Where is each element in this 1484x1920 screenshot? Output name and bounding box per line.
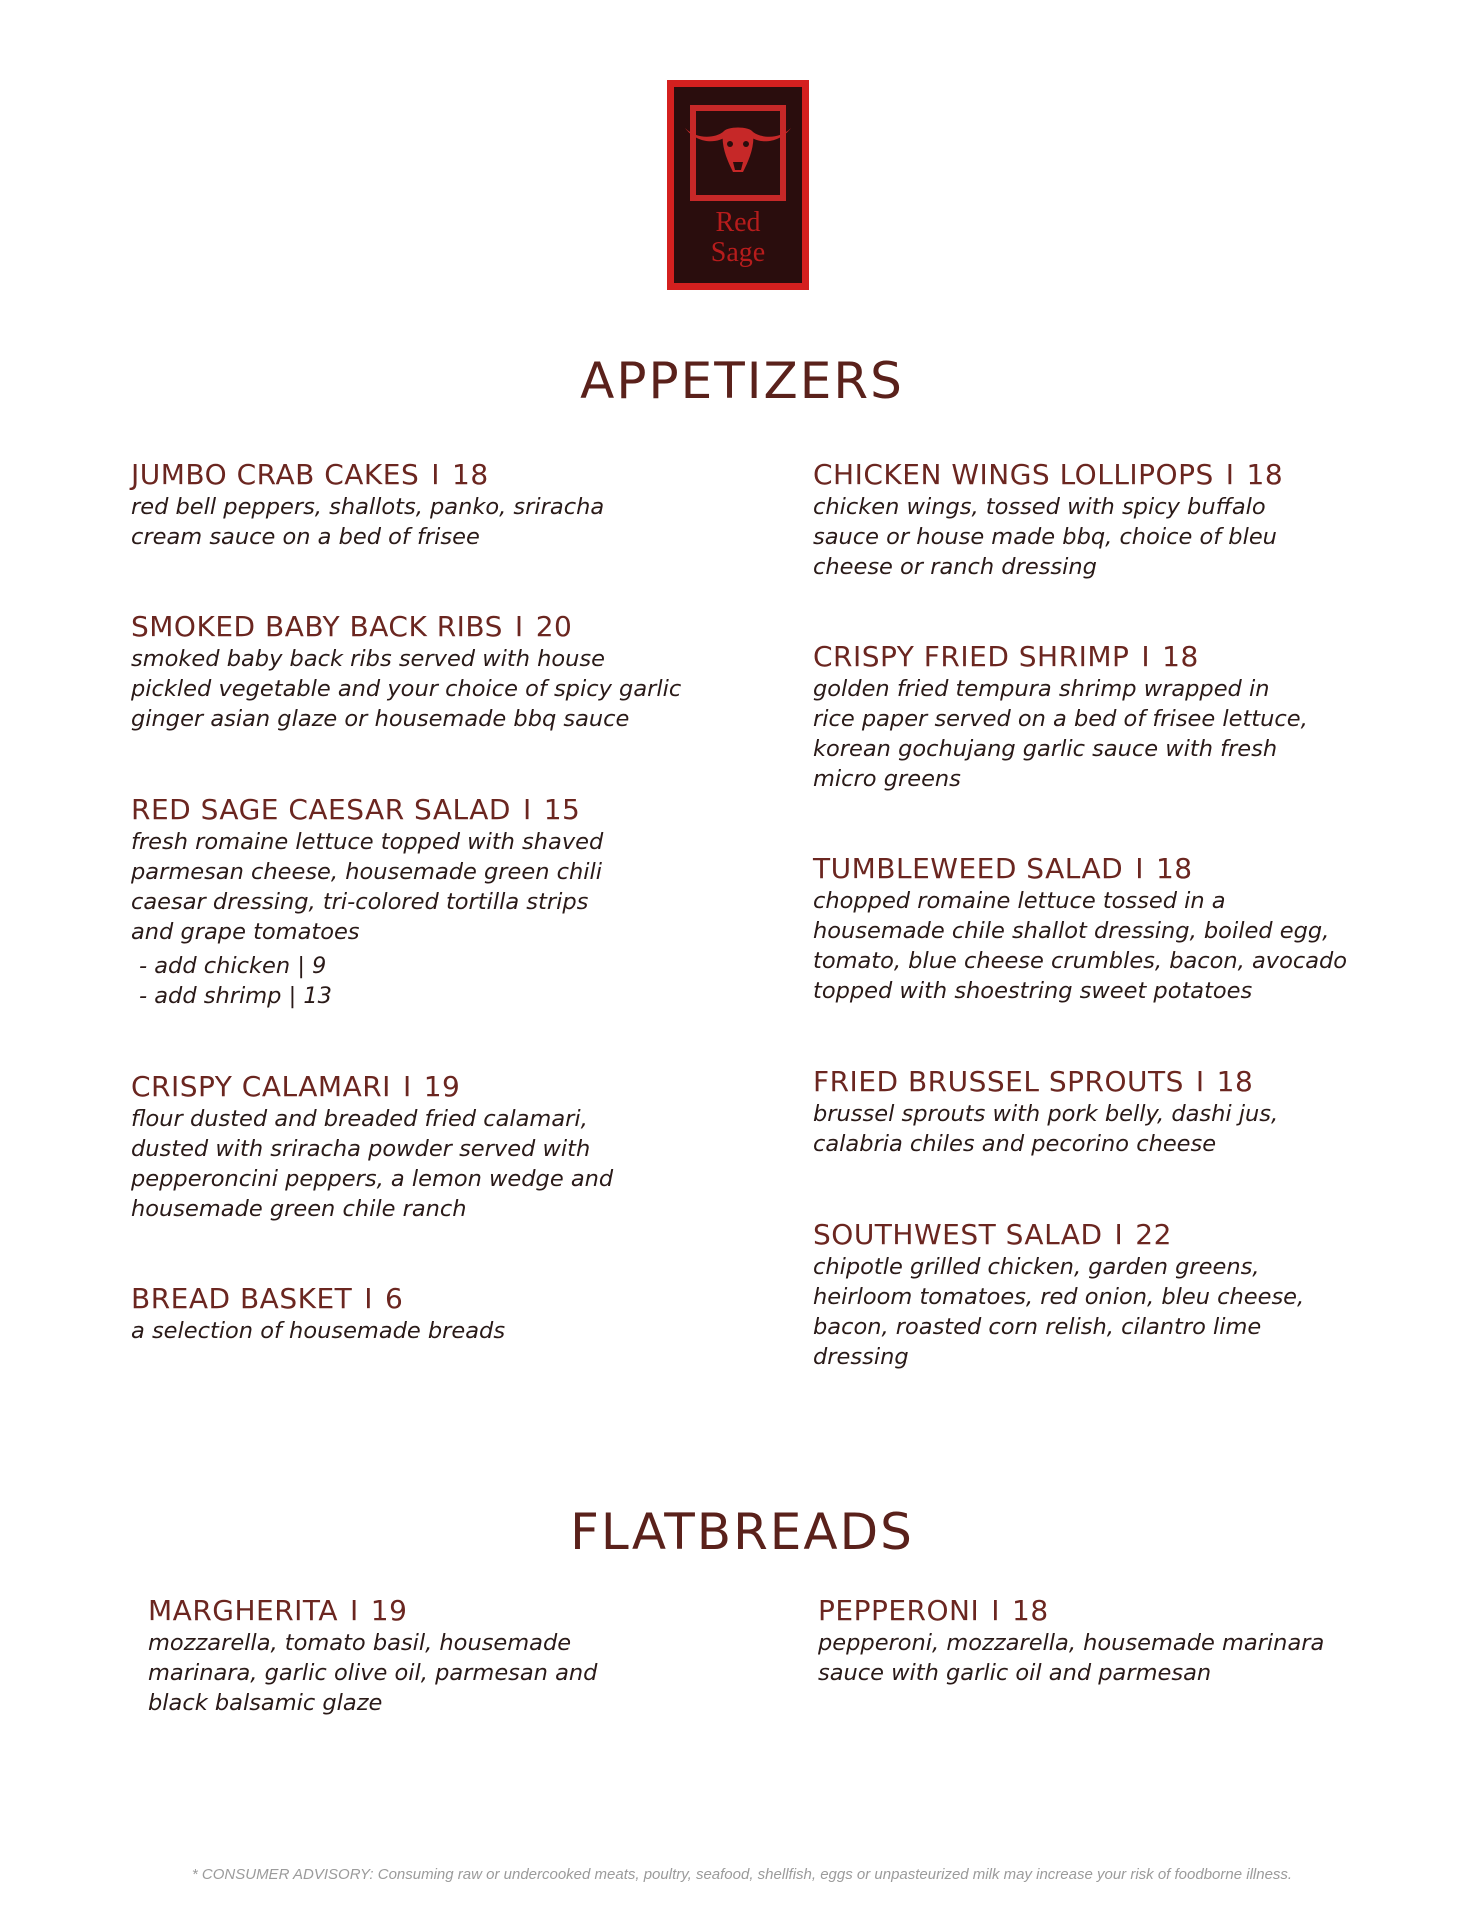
separator: I — [1135, 852, 1144, 885]
item-description: smoked baby back ribs served with house pickled vegetable and your choice of spicy garlic ginger asian glaze or housemade bbq sauce — [131, 646, 682, 732]
item-description: chipotle grilled chicken, garden greens, heirloom tomatoes, red onion, bleu cheese, bacon, roasted corn relish, cilantro lime dressing — [813, 1254, 1305, 1370]
item-price: 18 — [1246, 458, 1284, 491]
separator: I — [522, 793, 532, 826]
item-description: pepperoni, mozzarella, housemade marinara sauce with garlic oil and parmesan — [818, 1630, 1325, 1686]
item-name: TUMBLEWEED SALAD — [813, 852, 1124, 885]
item-description: chicken wings, tossed with spicy buffalo sauce or house made bbq, choice of bleu cheese or ranch dressing — [813, 494, 1277, 580]
item-description: brussel sprouts with pork belly, dashi jus, calabria chiles and pecorino cheese — [813, 1101, 1279, 1157]
item-description: golden fried tempura shrimp wrapped in rice paper served on a bed of frisee lettuce, korean gochujang garlic sauce with fresh micro greens — [813, 676, 1308, 792]
addon-chicken: - add chicken | 9 — [139, 953, 327, 979]
separator: I — [402, 1070, 412, 1103]
menu-item — [813, 1218, 1373, 1372]
item-name: SMOKED BABY BACK RIBS — [131, 610, 503, 643]
separator: I — [350, 1594, 359, 1627]
separator: I — [364, 1282, 374, 1315]
menu-item — [813, 640, 1373, 794]
item-name: CRISPY FRIED SHRIMP — [813, 640, 1130, 673]
menu-item — [813, 458, 1373, 582]
item-name: MARGHERITA — [148, 1594, 339, 1627]
item-price: 18 — [452, 458, 489, 491]
separator: I — [991, 1594, 1000, 1627]
separator: I — [1195, 1065, 1205, 1098]
flatbreads-title: FLATBREADS — [570, 1503, 914, 1561]
separator: I — [1141, 640, 1151, 673]
menu-item — [148, 1594, 708, 1718]
item-description: chopped romaine lettuce tossed in a housemade chile shallot dressing, boiled egg, tomato, blue cheese crumbles, bacon, avocado topped with shoestring sweet potatoes — [813, 888, 1348, 1004]
red-sage-logo — [667, 80, 809, 290]
consumer-advisory: * CONSUMER ADVISORY: Consuming raw or undercooked meats, poultry, seafood, shellfish, eggs or unpasteurized milk may increase your risk of foodborne illness. — [191, 1866, 1293, 1883]
item-name: RED SAGE CAESAR SALAD — [131, 793, 511, 826]
item-price: 18 — [1155, 852, 1193, 885]
item-name: BREAD BASKET — [131, 1282, 353, 1315]
item-description: mozzarella, tomato basil, housemade marinara, garlic olive oil, parmesan and black balsamic glaze — [148, 1630, 598, 1716]
menu-item — [131, 1282, 691, 1346]
item-description: red bell peppers, shallots, panko, sriracha cream sauce on a bed of frisee — [131, 494, 605, 550]
item-name: JUMBO CRAB CAKES — [131, 458, 420, 491]
item-price: 18 — [1216, 1065, 1254, 1098]
logo-text-red: Red — [715, 207, 761, 238]
item-description: flour dusted and breaded fried calamari, dusted with sriracha powder served with pepperoncini peppers, a lemon wedge and housemade green chile ranch — [131, 1106, 614, 1222]
item-description: a selection of housemade breads — [131, 1318, 506, 1344]
menu-item — [813, 1065, 1373, 1159]
item-price: 18 — [1012, 1594, 1049, 1627]
menu-item — [131, 793, 691, 1011]
separator: I — [431, 458, 440, 491]
separator: I — [1225, 458, 1235, 491]
menu-item — [131, 610, 691, 734]
item-name: SOUTHWEST SALAD — [813, 1218, 1103, 1251]
item-price: 22 — [1135, 1218, 1172, 1251]
separator: I — [1114, 1218, 1124, 1251]
item-price: 19 — [423, 1070, 461, 1103]
item-price: 19 — [370, 1594, 408, 1627]
item-price: 20 — [535, 610, 573, 643]
item-price: 15 — [543, 793, 581, 826]
appetizers-title: APPETIZERS — [580, 352, 904, 410]
logo-text-sage: Sage — [710, 237, 766, 268]
item-price: 18 — [1162, 640, 1199, 673]
item-name: CRISPY CALAMARI — [131, 1070, 391, 1103]
menu-item — [131, 458, 691, 552]
item-name: PEPPERONI — [818, 1594, 980, 1627]
menu-item — [818, 1594, 1378, 1688]
item-name: CHICKEN WINGS LOLLIPOPS — [813, 458, 1214, 491]
menu-item — [131, 1070, 691, 1224]
item-description: fresh romaine lettuce topped with shaved parmesan cheese, housemade green chili caesar dressing, tri-colored tortilla strips and grape tomatoes - add chicken | 9 - add shrimp | 13 — [131, 827, 691, 1011]
addon-shrimp: - add shrimp | 13 — [139, 983, 332, 1009]
item-price: 6 — [385, 1282, 404, 1315]
separator: I — [514, 610, 524, 643]
item-name: FRIED BRUSSEL SPROUTS — [813, 1065, 1184, 1098]
menu-item — [813, 852, 1373, 1006]
